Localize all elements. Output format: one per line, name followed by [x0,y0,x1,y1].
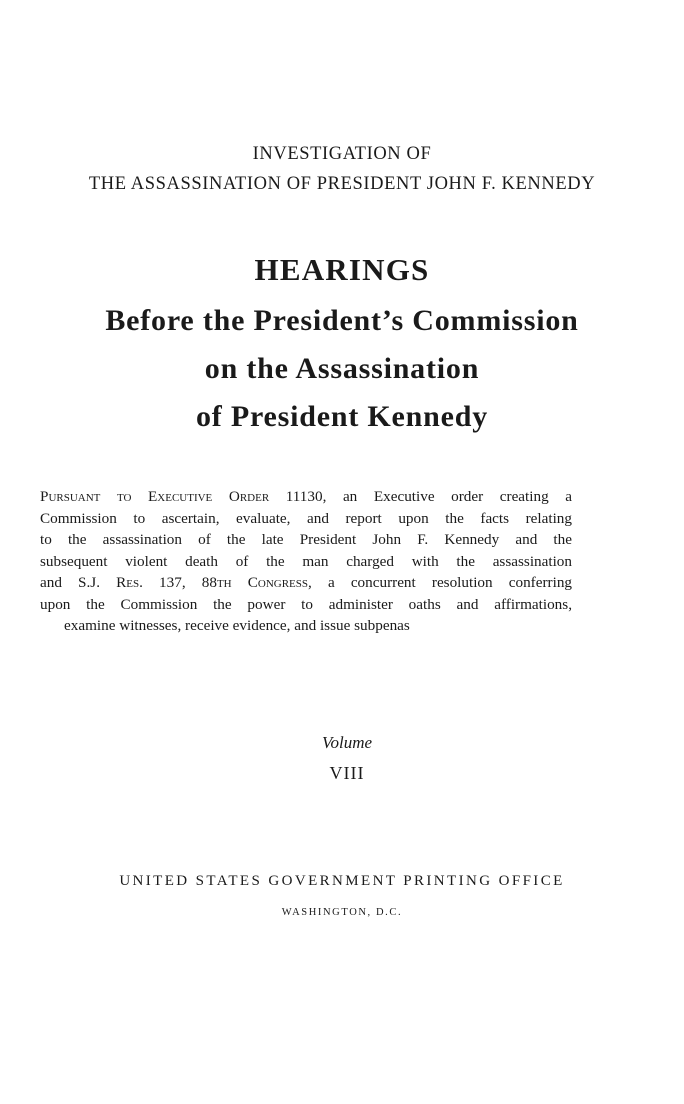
paragraph-smallcaps: Res. [116,574,143,591]
paragraph-line-4: subsequent violent death of the man charged with the assassination [40,552,572,570]
publication-place: WASHINGTON, D.C. [281,907,403,918]
header-line-2: THE ASSASSINATION OF PRESIDENT JOHN F. KENNEDY [88,174,596,194]
publisher: UNITED STATES GOVERNMENT PRINTING OFFICE [119,873,565,889]
paragraph-text: , a concurrent resolution conferring [308,574,573,591]
paragraph-line-1 [40,486,572,508]
paragraph-line-2: Commission to ascertain, evaluate, and report upon the facts relating [40,509,572,527]
subtitle-line-1: Before the President’s Commission [105,304,579,337]
paragraph-line-3: to the assassination of the late President John F. Kennedy and the [40,531,572,548]
paragraph-smallcaps: th Congress [216,574,309,591]
authority-paragraph [40,486,572,637]
page-title: HEARINGS [254,252,430,287]
volume-number: VIII [329,763,365,783]
header-line-1: INVESTIGATION OF [252,144,432,164]
paragraph-line-7: examine witnesses, receive evidence, and issue subpenas [64,617,410,634]
paragraph-text: and S.J. [40,574,117,591]
subtitle-line-2: on the Assassination [204,352,480,385]
subtitle-line-3: of President Kennedy [195,400,489,433]
paragraph-smallcaps: Pursuant to Executive Order [40,488,270,505]
paragraph-line-5 [40,572,572,594]
paragraph-text: 11130, an Executive order creating a [269,488,572,505]
volume-label: Volume [321,733,373,752]
paragraph-text: 137, 88 [142,574,217,591]
paragraph-line-6: upon the Commission the power to administer oaths and affirmations, [40,595,572,613]
